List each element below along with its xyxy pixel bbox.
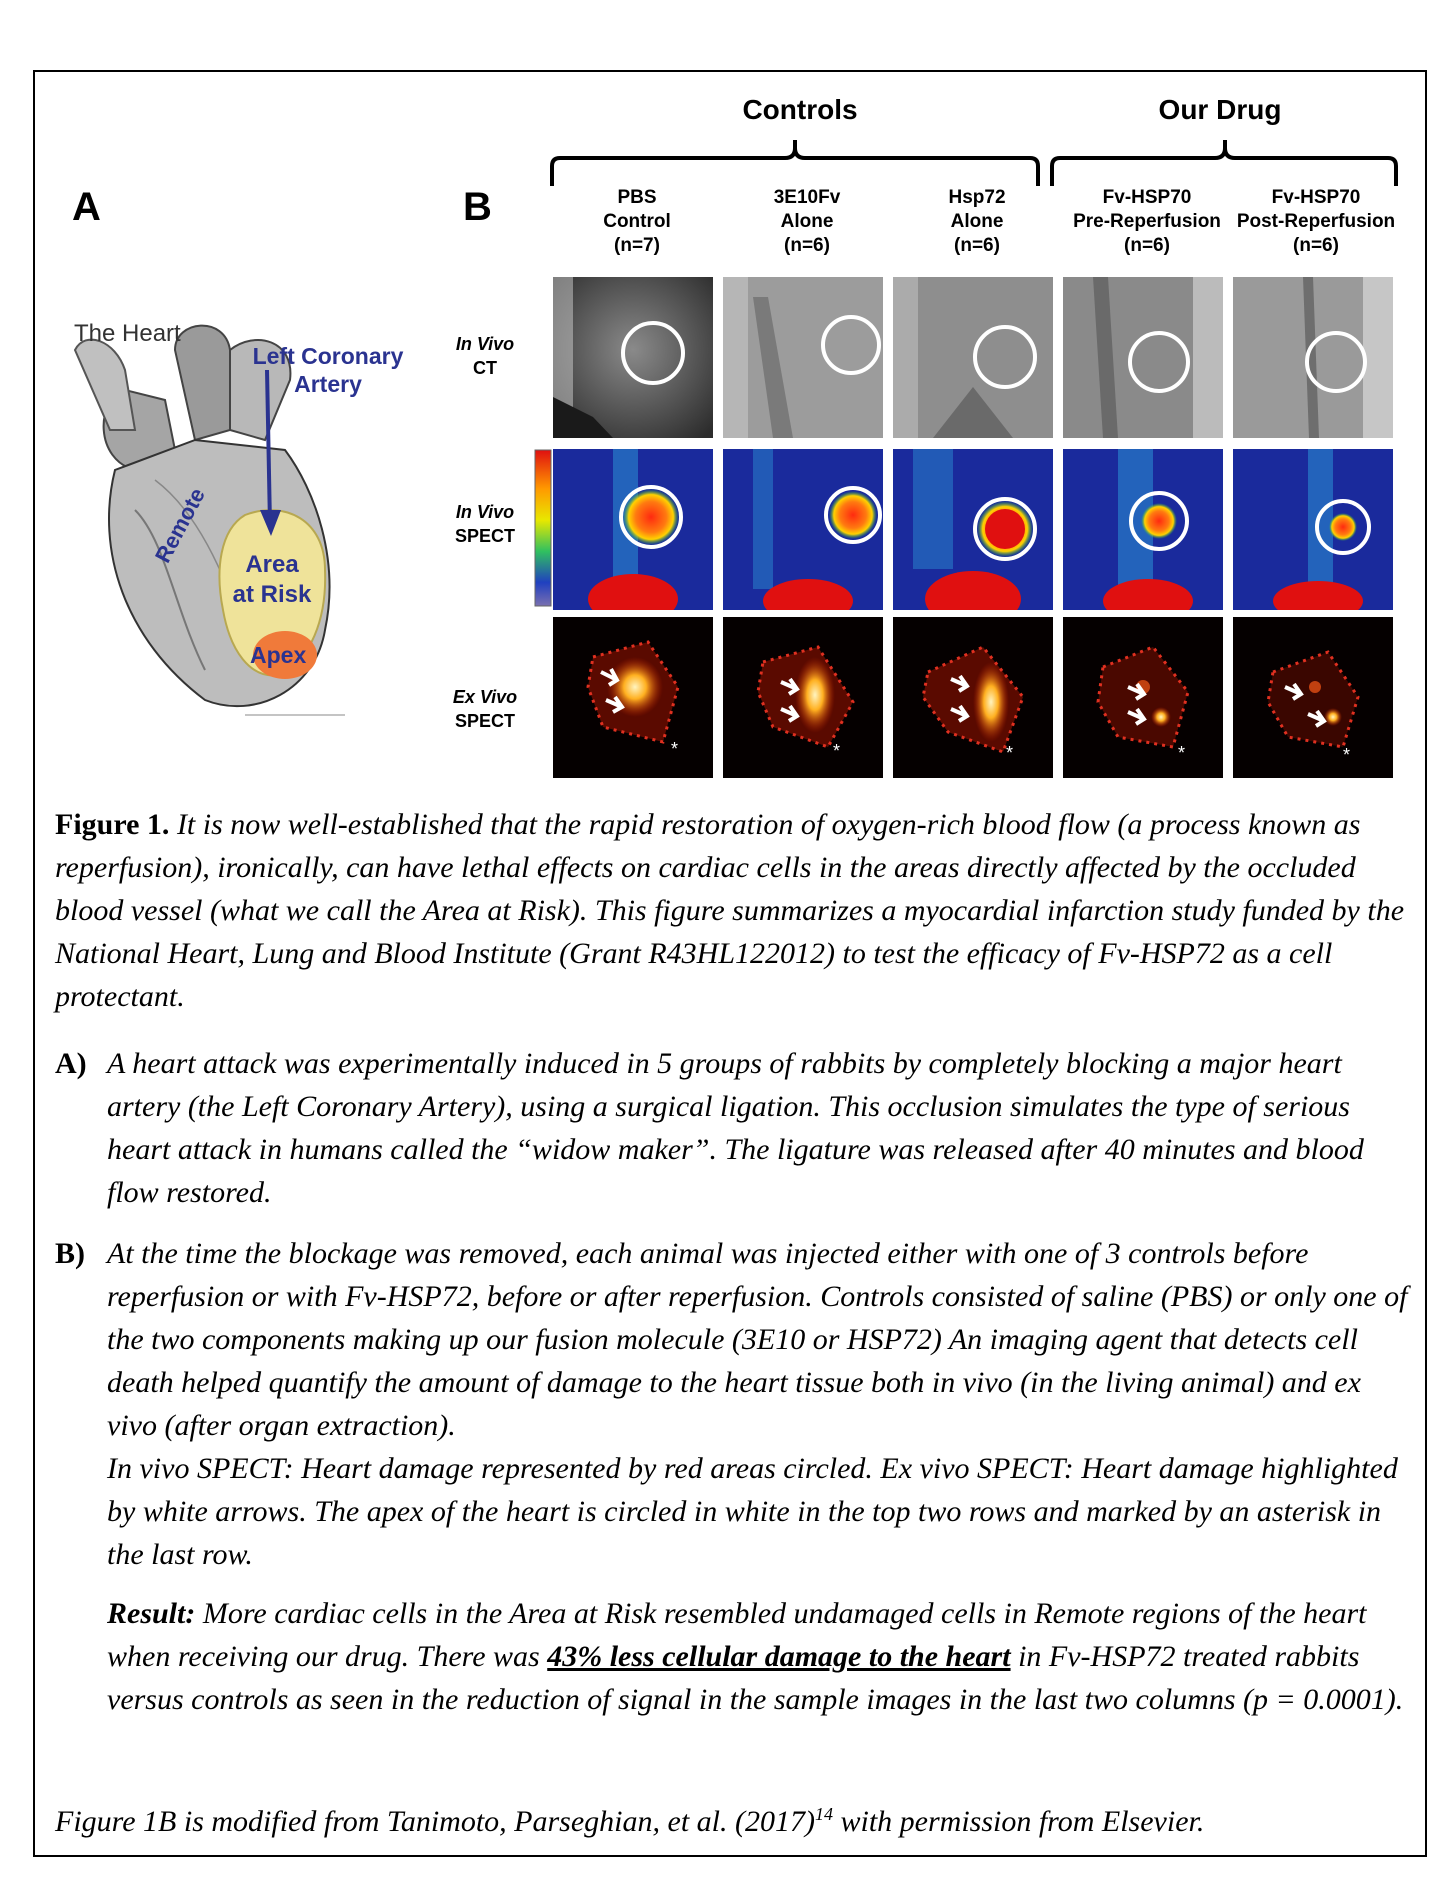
spect-image-hsp72 (893, 449, 1053, 610)
apex-asterisk: * (1343, 745, 1351, 765)
col-line2: Post-Reperfusion (1236, 211, 1396, 232)
exvivo-image-hsp72 (893, 617, 1053, 778)
col-line2: Alone (780, 211, 834, 232)
area-label-line2: at Risk (232, 581, 312, 608)
footnote-text-before: Figure 1B is modified from Tanimoto, Parseghian, et al. (2017) (55, 1805, 815, 1838)
spect-image-pbs (553, 449, 713, 610)
exvivo-image-pre-reperfusion (1063, 617, 1223, 778)
group-brackets (550, 138, 1400, 188)
remote-label: Remote (150, 483, 210, 567)
column-header-post-reperfusion (1232, 186, 1400, 258)
col-line1: 3E10Fv (773, 187, 841, 208)
result-text-before: More cardiac cells in the Area at Risk resembled undamaged cells in Remote regions of the heart when receiving our drug. There was (107, 1597, 1367, 1673)
footnote-superscript: 14 (814, 1804, 833, 1824)
item-b-text1: At the time the blockage was removed, each animal was injected either with one of 3 controls before reperfusion or with Fv-HSP72, before or after reperfusion. Controls consisted of saline (PBS) or only one of the two components making up our fusion molecule (3E10 or HSP72) An imaging agent that detects cell death helped quantify the amount of damage to the heart tissue both in vivo (in the living animal) and ex vivo (after organ extraction). (107, 1237, 1408, 1442)
source-footnote (55, 1794, 1425, 1842)
col-line1: PBS (617, 187, 657, 208)
area-at-risk-label (222, 550, 322, 610)
row-label-ex-vivo-spect (440, 685, 530, 733)
ct-image-hsp72 (893, 277, 1053, 438)
col-line3: (n=7) (614, 235, 660, 256)
spect-image-3e10fv (723, 449, 883, 610)
col-line2: Alone (950, 211, 1004, 232)
row-line2: CT (473, 358, 497, 378)
column-header-3e10fv (722, 186, 892, 258)
exvivo-image-pbs (553, 617, 713, 778)
spect-image-post-reperfusion (1233, 449, 1393, 610)
result-label: Result: (107, 1597, 196, 1630)
col-line3: (n=6) (1124, 235, 1170, 256)
panel-b-letter: B (463, 185, 492, 229)
apex-label: Apex (250, 642, 307, 668)
controls-group-label: Controls (742, 94, 858, 125)
result-paragraph (107, 1592, 1417, 1721)
column-header-pre-reperfusion (1062, 186, 1232, 258)
row-line1: In Vivo (455, 502, 515, 522)
ct-image-post-reperfusion (1233, 277, 1393, 438)
apex-asterisk: * (1006, 743, 1014, 763)
caption-text: It is now well-established that the rapid restoration of oxygen-rich blood flow (a process known as reperfusion), ironically, can have lethal effects on cardiac cells in the areas directly affected by the occluded blood vessel (what we call the Area at Risk). This figure summarizes a myocardial infarction study funded by the National Heart, Lung and Blood Institute (Grant R43HL122012) to test the efficacy of Fv-HSP72 as a cell protectant. (55, 808, 1405, 1013)
caption-item-a (55, 1042, 1415, 1214)
artery-label-line1: Left Coronary (252, 343, 404, 369)
row-label-in-vivo-spect (440, 500, 530, 548)
exvivo-image-3e10fv (723, 617, 883, 778)
row-label-in-vivo-ct (440, 332, 530, 380)
figure-caption (55, 803, 1415, 1018)
col-line3: (n=6) (1293, 235, 1339, 256)
footnote-text-after: with permission from Elsevier. (832, 1805, 1205, 1838)
row-line1: Ex Vivo (452, 687, 518, 707)
item-b-text2: In vivo SPECT: Heart damage represented by red areas circled. Ex vivo SPECT: Heart damage highlighted by white arrows. The apex of the heart is circled in white in the top two rows and marked by an asterisk in the last row. (107, 1452, 1398, 1571)
drug-bracket (1052, 140, 1396, 186)
area-label-line1: Area (245, 551, 299, 578)
col-line1: Fv-HSP70 (1271, 187, 1361, 208)
column-header-hsp72 (892, 186, 1062, 258)
heart-title: The Heart (74, 320, 181, 347)
spect-image-pre-reperfusion (1063, 449, 1223, 610)
left-coronary-artery-label (238, 342, 418, 398)
ct-image-3e10fv (723, 277, 883, 438)
apex-asterisk: * (1178, 743, 1186, 763)
artery-label-line2: Artery (294, 371, 362, 397)
row-line2: SPECT (454, 526, 515, 546)
col-line3: (n=6) (954, 235, 1000, 256)
col-line1: Hsp72 (948, 187, 1006, 208)
apex-asterisk: * (671, 739, 679, 759)
ct-image-pbs (553, 277, 713, 438)
exvivo-image-post-reperfusion (1233, 617, 1393, 778)
panel-a-letter: A (72, 185, 101, 229)
caption-label: Figure 1. (55, 808, 170, 841)
item-a-marker: A) (55, 1047, 87, 1080)
col-line3: (n=6) (784, 235, 830, 256)
result-emphasis: 43% less cellular damage to the heart (547, 1640, 1011, 1673)
row-line1: In Vivo (455, 334, 515, 354)
ct-image-pre-reperfusion (1063, 277, 1223, 438)
col-line1: Fv-HSP70 (1102, 187, 1192, 208)
controls-bracket (552, 140, 1038, 186)
item-a-text: A heart attack was experimentally induced in 5 groups of rabbits by completely blocking a major heart artery (the Left Coronary Artery), using a surgical ligation. This occlusion simulates the type of serious heart attack in humans called the “widow maker”. The ligature was released after 40 minutes and blood flow restored. (107, 1047, 1364, 1209)
spect-color-scale (534, 449, 552, 607)
row-line2: SPECT (454, 711, 515, 731)
column-header-pbs (552, 186, 722, 258)
caption-item-b (55, 1232, 1415, 1576)
col-line2: Control (603, 211, 671, 232)
col-line2: Pre-Reperfusion (1073, 211, 1221, 232)
apex-asterisk: * (833, 741, 841, 761)
item-b-marker: B) (55, 1237, 85, 1270)
result-text-after: in Fv-HSP72 treated rabbits versus controls as seen in the reduction of signal in the sample images in the last two columns (p = 0.0001). (107, 1640, 1404, 1716)
drug-group-label: Our Drug (1158, 94, 1282, 125)
